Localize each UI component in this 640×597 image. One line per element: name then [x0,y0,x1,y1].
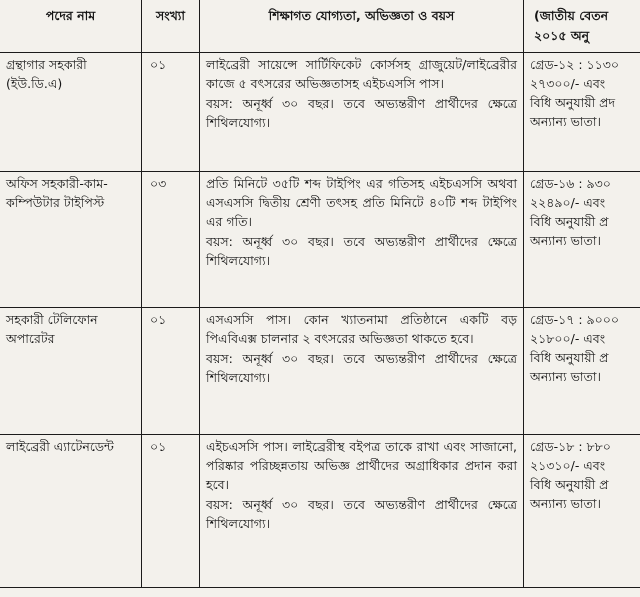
table-header-row [0,0,640,53]
salary-cell [524,435,640,588]
header-salary [524,0,640,53]
salary-allowance-line: অন্যান্য ভাতা। [530,114,602,129]
qualification-cell [200,172,524,308]
salary-allowance-line: অন্যান্য ভাতা। [530,233,602,248]
salary-grade-line: গ্রেড-১৬ : ৯৩০ [530,176,611,191]
table-row [0,172,640,308]
header-post-name: পদের নাম [0,0,142,53]
table-row [0,53,640,172]
header-count: সংখ্যা [142,0,200,53]
salary-grade-line: গ্রেড-১৭ : ৯০০০ [530,312,620,327]
salary-allowance-line: অন্যান্য ভাতা। [530,496,602,511]
salary-cell [524,172,640,308]
post-count-cell: ০১ [142,53,200,172]
post-count-cell: ০৩ [142,172,200,308]
qualification-cell [200,435,524,588]
table-row [0,308,640,435]
qualification-text: এইচএসসি পাস। লাইব্রেরীস্থ বইপত্র তাকে রাখা এবং সাজানো, পরিষ্কার পরিচ্ছন্নতায় অভিজ্ঞ প্রার্থীদের অগ্রাধিকার প্রদান করা হবে। [206,439,517,492]
age-limit-text: বয়স: অনূর্ধ্ব ৩০ বছর। তবে অভ্যন্তরীণ প্রার্থীদের ক্ষেত্রে শিথিলযোগ্য। [206,351,517,385]
age-limit-text: বয়স: অনূর্ধ্ব ৩০ বছর। তবে অভ্যন্তরীণ প্রার্থীদের ক্ষেত্রে শিথিলযোগ্য। [206,96,517,130]
salary-scale-line: ২১৮০০/- এবং [530,331,606,346]
post-name-cell: সহকারী টেলিফোন অপারেটর [0,308,142,435]
salary-cell [524,308,640,435]
salary-allowance-line: অন্যান্য ভাতা। [530,369,602,384]
salary-rule-line: বিধি অনুযায়ী প্র [530,214,609,229]
salary-grade-line: গ্রেড-১২ : ১১৩০ [530,57,620,72]
post-count-cell: ০১ [142,308,200,435]
salary-scale-line: ২৭৩০০/- এবং [530,76,606,91]
header-salary-line1: (জাতীয় বেতন [534,8,609,23]
post-count-cell: ০১ [142,435,200,588]
qualification-cell [200,308,524,435]
salary-grade-line: গ্রেড-১৮ : ৮৮০ [530,439,611,454]
salary-rule-line: বিধি অনুযায়ী প্র [530,350,609,365]
qualification-text: লাইব্রেরী সায়েন্সে সার্টিফিকেট কোর্সসহ গ্রাজুয়েট/লাইব্রেরীর কাজে ৫ বৎসরের অভিজ্ঞতাসহ এইচএসসি পাস। [206,57,517,91]
salary-rule-line: বিধি অনুযায়ী প্রদ [530,95,616,110]
age-limit-text: বয়স: অনূর্ধ্ব ৩০ বছর। তবে অভ্যন্তরীণ প্রার্থীদের ক্ষেত্রে শিথিলযোগ্য। [206,234,517,268]
header-salary-line2: ২০১৫ অনু [534,28,590,43]
table-row [0,435,640,588]
qualification-text: প্রতি মিনিটে ৩৫টি শব্দ টাইপিং এর গতিসহ এইচএসসি অথবা এসএসসি দ্বিতীয় শ্রেণী তৎসহ প্রতি মিনিটে ৪০টি শব্দ টাইপিং এর গতি। [206,176,517,229]
qualification-cell [200,53,524,172]
age-limit-text: বয়স: অনূর্ধ্ব ৩০ বছর। তবে অভ্যন্তরীণ প্রার্থীদের ক্ষেত্রে শিথিলযোগ্য। [206,497,517,531]
salary-scale-line: ২১৩১০/- এবং [530,458,606,473]
post-name-cell: লাইব্রেরী এ্যাটেনডেন্ট [0,435,142,588]
qualification-text: এসএসসি পাস। কোন খ্যাতনামা প্রতিষ্ঠানে একটি বড় পিএবিএক্স চালনার ২ বৎসরের অভিজ্ঞতা থাকতে হবে। [206,312,517,346]
salary-scale-line: ২২৪৯০/- এবং [530,195,606,210]
post-name-cell: গ্রন্থাগার সহকারী (ইউ.ডি.এ) [0,53,142,172]
header-qualification: শিক্ষাগত যোগ্যতা, অভিজ্ঞতা ও বয়স [200,0,524,53]
post-name-cell: অফিস সহকারী-কাম-কম্পিউটার টাইপিস্ট [0,172,142,308]
salary-rule-line: বিধি অনুযায়ী প্র [530,477,609,492]
salary-cell [524,53,640,172]
